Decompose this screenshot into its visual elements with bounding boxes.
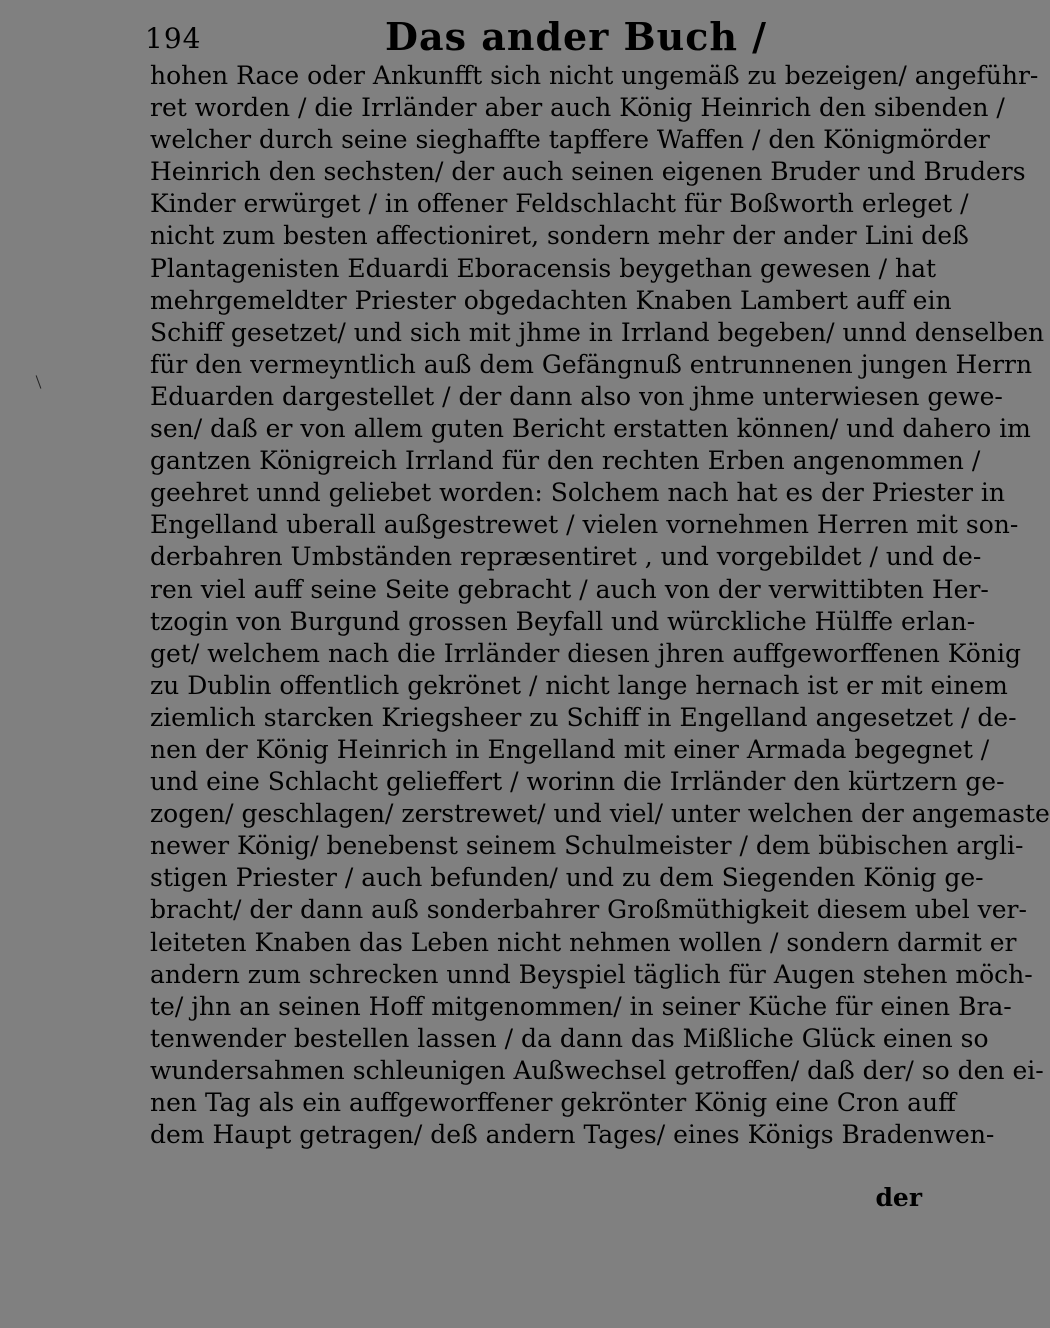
text-line: dem Haupt getragen/ deß andern Tages/ eines Königs Bradenwen-: [150, 1120, 995, 1150]
text-line: nen Tag als ein auffgeworffener gekrönter König eine Cron auff: [150, 1088, 956, 1117]
text-line: get/ welchem nach die Irrländer diesen jhren auffgeworffenen König: [150, 638, 1021, 668]
text-line: nicht zum besten affectioniret, sondern mehr der ander Lini deß: [150, 221, 969, 251]
margin-mark: [36, 375, 42, 388]
text-line: mehrgemeldter Priester obgedachten Knaben Lambert auff ein: [150, 285, 952, 315]
text-line: für den vermeyntlich auß dem Gefängnuß entrunnenen jungen Herrn: [150, 349, 1033, 379]
text-line: Kinder erwürget / in offener Feldschlacht für Boßworth erleget /: [150, 189, 969, 219]
text-line: leiteten Knaben das Leben nicht nehmen wollen / sondern darmit er: [150, 927, 1017, 957]
running-head: Das ander Buch /: [385, 14, 768, 59]
text-line: te/ jhn an seinen Hoff mitgenommen/ in seiner Küche für einen Bra-: [150, 991, 1012, 1021]
text-line: und eine Schlacht gelieffert / worinn die Irrländer den kürtzern ge-: [150, 767, 1005, 797]
text-line: tenwender bestellen lassen / da dann das Mißliche Glück einen so: [150, 1023, 989, 1053]
text-line: gantzen Königreich Irrland für den rechten Erben angenommen /: [150, 446, 981, 476]
text-line: sen/ daß er von allem guten Bericht erstatten können/ und dahero im: [150, 414, 1031, 444]
text-line: derbahren Umbständen repræsentiret , und vorgebildet / und de-: [150, 542, 982, 572]
text-line: stigen Priester / auch befunden/ und zu dem Siegenden König ge-: [150, 863, 984, 893]
page-number: 194: [145, 22, 202, 55]
text-line: ren viel auff seine Seite gebracht / auch von der verwittibten Her-: [150, 574, 989, 604]
text-line: ziemlich starcken Kriegsheer zu Schiff in Engelland angesetzet / de-: [150, 702, 1017, 732]
text-line: hohen Race oder Ankunfft sich nicht ungemäß zu bezeigen/ angeführ-: [150, 61, 1039, 90]
text-line: Schiff gesetzet/ und sich mit jhme in Irrland begeben/ unnd denselben: [150, 317, 1045, 347]
text-line: welcher durch seine sieghaffte tapffere Waffen / den Königmörder: [150, 125, 990, 155]
text-line: Heinrich den sechsten/ der auch seinen eigenen Bruder und Bruders: [150, 157, 1026, 187]
text-line: andern zum schrecken unnd Beyspiel täglich für Augen stehen möch-: [150, 959, 1033, 989]
body-text: [150, 60, 1050, 1151]
text-line: bracht/ der dann auß sonderbahrer Großmüthigkeit diesem ubel ver-: [150, 895, 1027, 925]
page-header: [145, 12, 925, 60]
catchword: der: [875, 1183, 922, 1212]
text-line: zu Dublin offentlich gekrönet / nicht lange hernach ist er mit einem: [150, 670, 1008, 700]
text-line: zogen/ geschlagen/ zerstrewet/ und viel/ unter welchen der angemaste: [150, 799, 1050, 829]
text-line: nen der König Heinrich in Engelland mit einer Armada begegnet /: [150, 734, 990, 764]
text-line: Engelland uberall außgestrewet / vielen vornehmen Herren mit son-: [150, 510, 1019, 540]
text-line: tzogin von Burgund grossen Beyfall und würckliche Hülffe erlan-: [150, 606, 976, 636]
text-line: Plantagenisten Eduardi Eboracensis beygethan gewesen / hat: [150, 253, 937, 283]
text-line: geehret unnd geliebet worden: Solchem nach hat es der Priester in: [150, 478, 1006, 508]
text-line: Eduarden dargestellet / der dann also von jhme unterwiesen gewe-: [150, 381, 1003, 411]
text-line: newer König/ benebenst seinem Schulmeister / dem bübischen argli-: [150, 831, 1024, 861]
text-line: wundersahmen schleunigen Außwechsel getroffen/ daß der/ so den ei-: [150, 1055, 1044, 1085]
text-line: ret worden / die Irrländer aber auch König Heinrich den sibenden /: [150, 93, 1005, 123]
